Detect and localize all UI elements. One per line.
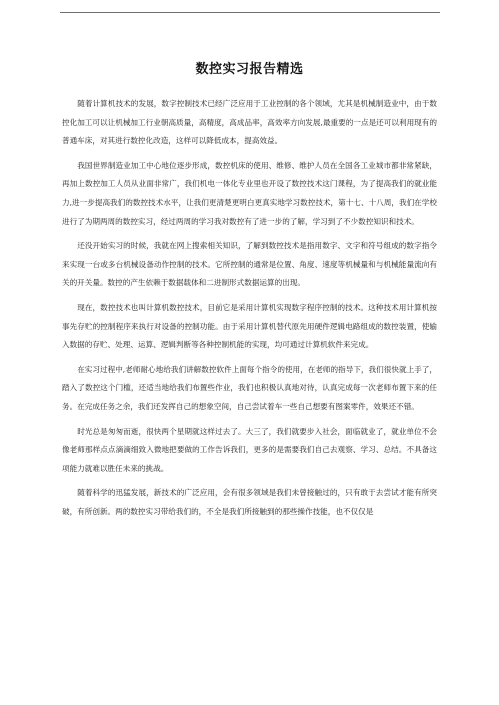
paragraph: 在实习过程中,老师耐心地给我们讲解数控软件上面每个指令的使用，在老师的指导下，我们很快就上手了，踏入了数控这个门槛，还适当地给我们布置些作业，我们也积极认真地对待，认真完成每一次老师布置下来的任务。在完成任务之余，我们还发挥自己的想象空间，自己尝试着车一些自己想要有图案零件，效果还不错。 [62, 364, 437, 411]
header-rule [60, 12, 440, 13]
paragraph: 我国世界制造业加工中心地位逐步形成，数控机床的使用、维修、维护人员在全国各工业城市都非常紧缺，再加上数控加工人员从业面非常广，我们机电一体化专业里也开设了数控技术这门课程，为了提高我们的就业能力,进一步提高我们的数控技术水平，让我们更清楚更明白更真实地学习数控技术，第十七、十八周，我们在学校进行了为期两周的数控实习，经过两周的学习我对数控有了进一步的了解，学习到了不少数控知识和技术。 [62, 160, 437, 226]
paragraph: 还没开始实习的时候，我就在网上搜索相关知识，了解到数控技术是指用数字、文字和符号组成的数字指令来实现一台或多台机械设备动作控制的技术。它所控制的通常是位置、角度、速度等机械量和与机械能量流向有关的开关量。数控的产生依赖于数据载体和二进制形式数据运算的出现。 [62, 241, 437, 288]
paragraph: 随着科学的迅猛发展，新技术的广泛应用，会有很多领域是我们未曾接触过的，只有敢于去尝试才能有所突破，有所创新。两的数控实习带给我们的，不全是我们所接触到的那些操作技能，也不仅仅是 [62, 488, 437, 516]
document-title: 数控实习报告精选 [195, 62, 304, 77]
paragraph: 现在，数控技术也叫计算机数控技术，目前它是采用计算机实现数字程序控制的技术。这种技术用计算机按事先存贮的控制程序来执行对设备的控制功能。由于采用计算机替代原先用硬件逻辑电路组成的数控装置，使输入数据的存贮、处理、运算、逻辑判断等各种控制机能的实现，均可通过计算机软件来完成。 [62, 302, 437, 350]
paragraph: 时光总是匆匆而逝，很快两个星期就这样过去了。大三了，我们就要步入社会，面临就业了，就业单位不会像老师那样点点滴滴细致入微地把要做的工作告诉我们，更多的是需要我们自己去观察、学习、总结。不具备这项能力就难以胜任未来的挑战。 [62, 426, 437, 473]
document-body [62, 95, 437, 527]
paragraph: 随着计算机技术的发展，数字控制技术已经广泛应用于工业控制的各个领域，尤其是机械制造业中，由于数控化加工可以让机械加工行业朝高质量，高精度，高成品率，高效率方向发展,最重要的一点是还可以利用现有的普通车床，对其进行数控化改造，这样可以降低成本，提高效益。 [62, 99, 437, 146]
